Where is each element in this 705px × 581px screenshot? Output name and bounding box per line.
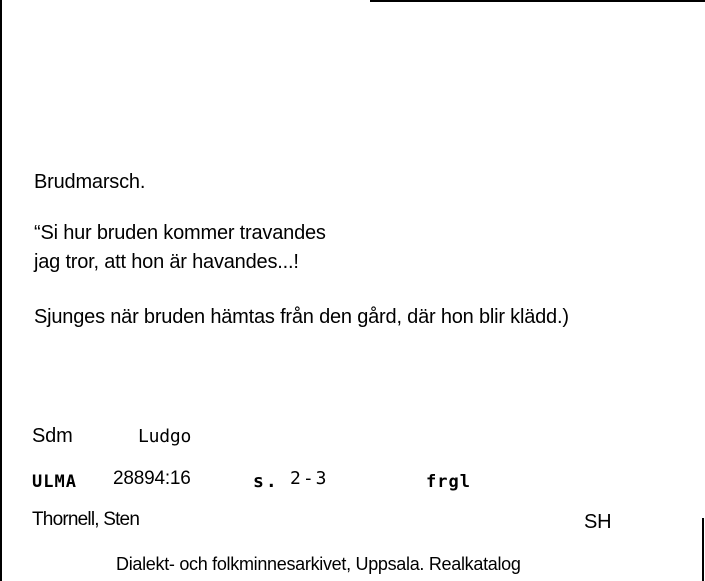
region-code: Sdm xyxy=(32,425,73,447)
page-prefix: s. xyxy=(253,471,279,492)
verse-line-2: jag tror, att hon är havandes...! xyxy=(34,251,299,273)
verse-line-1: “Si hur bruden kommer travandes xyxy=(34,222,326,244)
performance-note: Sjunges när bruden hämtas från den gård, där hon blir klädd.) xyxy=(34,306,569,328)
record-number: 28894:16 xyxy=(113,468,191,489)
category-code: frgl xyxy=(426,472,471,492)
collector-name: Thornell, Sten xyxy=(32,509,140,530)
card-title: Brudmarsch. xyxy=(34,171,146,193)
archive-footer: Dialekt- och folkminnesarkivet, Uppsala. Realkatalog xyxy=(116,554,521,574)
card-left-edge xyxy=(0,0,2,581)
page-range: 2-3 xyxy=(290,468,329,489)
parish-name: Ludgo xyxy=(138,426,192,447)
archive-code: ULMA xyxy=(32,472,77,492)
card-top-edge xyxy=(370,0,705,2)
initials: SH xyxy=(584,511,612,533)
card-right-edge xyxy=(702,518,704,581)
